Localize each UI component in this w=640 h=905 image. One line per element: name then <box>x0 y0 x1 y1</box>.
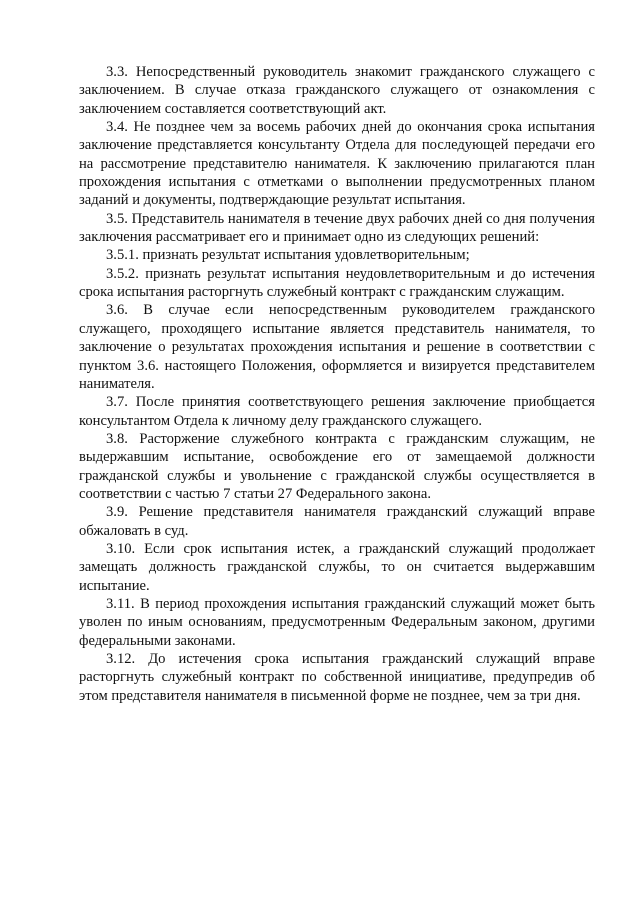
paragraph-3-5-1: 3.5.1. признать результат испытания удовлетворительным; <box>106 247 470 264</box>
paragraph-3-6: 3.6. В случае если непосредственным руководителем гражданского служащего, проходящего испытание является представитель нанимателя, то заключение о результатах прохождения испытания и решение в соответствии с пунктом 3.6. настоящего Положения, оформляется и визируется представителем нанимателя. <box>79 302 595 392</box>
paragraph-3-4: 3.4. Не позднее чем за восемь рабочих дней до окончания срока испытания заключение представляется консультанту Отдела для последующей передачи его на рассмотрение представителю нанимателя. К заключению прилагаются план прохождения испытания с отметками о выполнении предусмотренных планом заданий и документы, подтверждающие результат испытания. <box>79 119 595 209</box>
paragraph-3-12: 3.12. До истечения срока испытания гражданский служащий вправе расторгнуть служебный контракт по собственной инициативе, предупредив об этом представителя нанимателя в письменной форме не позднее, чем за три дня. <box>79 651 595 704</box>
paragraph-3-5: 3.5. Представитель нанимателя в течение двух рабочих дней со дня получения заключения рассматривает его и принимает одно из следующих решений: <box>79 210 595 246</box>
paragraph-3-10: 3.10. Если срок испытания истек, а гражданский служащий продолжает замещать должность гражданской службы, то он считается выдержавшим испытание. <box>79 540 595 594</box>
paragraph-3-5-2: 3.5.2. признать результат испытания неудовлетворительным и до истечения срока испытания расторгнуть служебный контракт с гражданским служащим. <box>79 265 595 301</box>
paragraph-3-7: 3.7. После принятия соответствующего решения заключение приобщается консультантом Отдела к личному делу гражданского служащего. <box>79 394 595 429</box>
document-body <box>79 63 595 705</box>
paragraph-3-11: 3.11. В период прохождения испытания гражданский служащий может быть уволен по иным основаниям, предусмотренным Федеральным законом, другими федеральными законами. <box>79 595 595 649</box>
paragraph-3-9: 3.9. Решение представителя нанимателя гражданский служащий вправе обжаловать в суд. <box>79 504 595 539</box>
paragraph-3-8: 3.8. Расторжение служебного контракта с гражданским служащим, не выдержавшим испытание, освобождение его от замещаемой должности гражданской службы и увольнение с гражданской службы осуществляется в соответствии с частью 7 статьи 27 Федерального закона. <box>79 430 595 502</box>
paragraph-3-3: 3.3. Непосредственный руководитель знакомит гражданского служащего с заключением. В случае отказа гражданского служащего от ознакомления с заключением составляется соответствующий акт. <box>79 64 595 117</box>
